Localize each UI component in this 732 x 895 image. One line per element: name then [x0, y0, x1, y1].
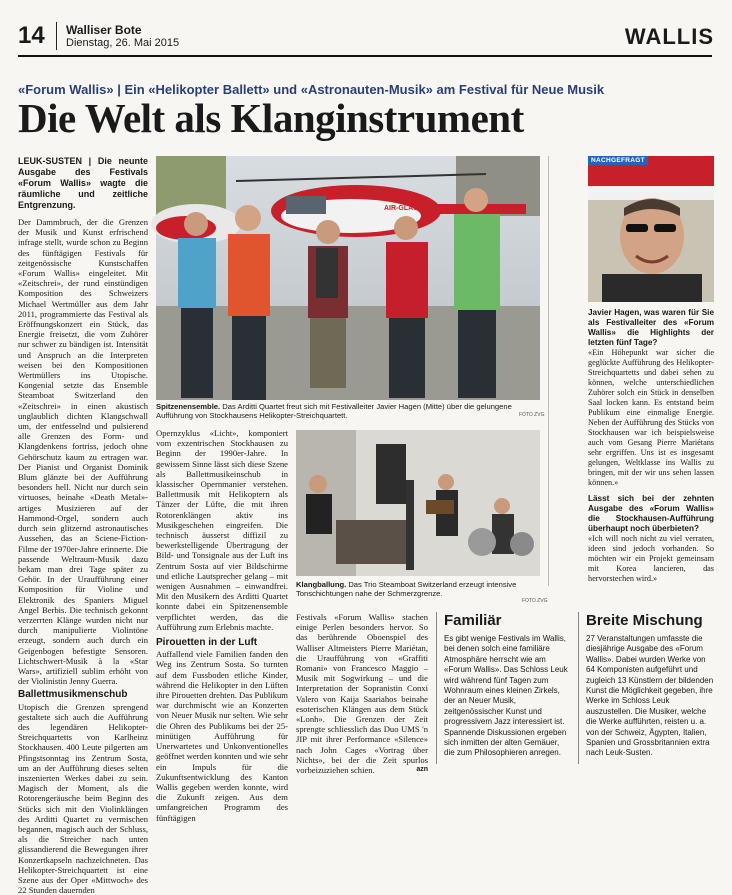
breite-body: 27 Veranstaltungen umfasste die diesjährige Ausgabe des «Forum Wallis». Dabei wurden Werke von 64 Komponisten aufgeführt und zugleich 13 Künstlern der bildenden Kunst die Möglichkeit gegeben, ihre Werke im Schloss Leuk auszustellen. Die Musiker, welche die Werke aufführten, reisten u. a. von der Schweiz, Ägypten, Italien, Spanien und Grossbritannien extra nach Leuk-Susten. — [586, 634, 714, 758]
article-body-part-4: Auffallend viele Familien fanden den Weg ins Zentrum Sosta. So turnten auf dem Fussboden etliche Kinder, während die Helikopter in den Lüften ihre Pirouetten drehten. Das Publikum war durchmischt wie an Konzerten von Neuer Musik nur selten. Wie sehr die Ohren des Publikums bei der 25-minütigen Aufführung für Unerwartetes und Unkonventionelles geöffnet werden konnten und wie sehr ein Impuls für die Zukunftsentwicklung des Kanton Wallis gegeben werden konnte, wird die Zukunft zeigen. Aus dem umfangreichen Programm des fünftägigen — [156, 649, 288, 823]
interview-question-1: Javier Hagen, was waren für Sie als Festivalleiter des «Forum Wallis» die Highlights der letzten fünf Tage? — [588, 308, 714, 347]
photo-javier-hagen — [588, 156, 714, 302]
breite-title: Breite Mischung — [586, 612, 703, 629]
subheading-pirouetten: Pirouetten in der Luft — [156, 637, 258, 649]
article-column-1 — [18, 156, 148, 895]
article-column-2 — [156, 428, 288, 823]
article-body-part-2: Utopisch die Grenzen sprengend gestaltete sich auch die Aufführung des legendären Helikopter-Streichquartetts von Karlheinz Stockhausen. 400 Leute pilgerten am Pfingstsonntag ins Zentrum Sosta, um an der Aufführung dieses selten inszenierten Werkes dabei zu sein. Magisch der Moment, als die Rotorengeräusche beim Beginn des Stücks sich mit den Violinklängen des Arditti Quartet zu vermischen begannen, magisch auch der Schluss, als die Streicher nach unten glissandierend die Bewegungen ihrer Konzertkapseln nachzeichneten. Das Helikopter-Streichquartett ist eine Szene aus der Oper «Mittwoch» des 22 Stunden dauernden — [18, 701, 148, 895]
header-rule — [18, 55, 712, 57]
photo-illustration-concert — [296, 430, 540, 576]
author-initials: azn — [416, 766, 428, 774]
article-column-3 — [296, 612, 428, 776]
person-figure — [178, 212, 216, 398]
issue-date: Dienstag, 26. Mai 2015 — [66, 37, 180, 49]
person-figure — [454, 188, 500, 398]
photo1-caption-title: Spitzenensemble. — [156, 402, 221, 411]
article-kicker: «Forum Wallis» | Ein «Helikopter Ballett» und «Astronauten-Musik» am Festival für Neue Musik — [18, 82, 605, 97]
photo2-credit: FOTO ZVG — [522, 598, 548, 604]
interview-answer-2: «Ich will noch nicht zu viel verraten, ideen sind jedoch vorhanden. So möchten wir ein Projekt gemeinsam mit Korea lancieren, das hervorstechen wird.» — [588, 534, 714, 583]
column-divider — [436, 612, 437, 764]
photo2-caption-title: Klangballung. — [296, 580, 347, 589]
photo1-caption-text: Das Arditti Quartet freut sich mit Festivalleiter Javier Hagen (Mitte) über die gelungene Aufführung von Stockhausens Helikopter-Streichquartett. — [156, 402, 512, 420]
familiar-body: Es gibt wenige Festivals im Wallis, bei denen solch eine familiäre Atmosphäre herrscht wie am «Forum Wallis». Das Schloss Leuk wird während fünf Tagen zum Wohnraum eines kleinen Zirkels, der an Neuer Musik, zeitgenössischer Kunst und progressivem Jazz interessiert ist. Spannende Diskussionen ergeben sich inmitten der alten Gemäuer, die zum Philosophieren anregen. — [444, 634, 568, 758]
person-figure — [228, 205, 270, 400]
photo1-caption — [156, 402, 540, 420]
photo-arditti-quartet — [156, 156, 540, 400]
column-divider — [578, 612, 579, 764]
article-body-part-5: Festivals «Forum Wallis» stachen einige Perlen besonders hervor. So das berührende Oboenspiel des Walliser Altmeisters Pierre Mariétan, die Uraufführung von «Graffiti Romani» von Francesco Maggio – Musik mit Sogwirkung – und die Interpretation der Sopranistin Conxi Valero von Kaija Saariahos beinahe esoterischen Klängen aus dem Stück «Lonh». Die Grenzen der Zeit sprengte schliesslich das Duo UMS 'n JIP mit ihrer Performance «Silence» nach John Cages «Vortrag über Nichts», bei der die Zeit spurlos vorbeizuziehen schien. — [296, 612, 428, 776]
photo-illustration-helicopters — [156, 156, 540, 400]
page-number: 14 — [18, 22, 45, 49]
dateline: LEUK-SUSTEN | — [18, 156, 92, 166]
subheading-ballettmusik: Ballettmusikmenschub — [18, 689, 128, 701]
familiar-title: Familiär — [444, 612, 502, 629]
article-lead: Die neunte Ausgabe des Festivals «Forum Wallis» wagte die räumliche und zeitliche Entgrenzung. — [18, 156, 148, 210]
interview-badge: NACHGEFRAGT — [588, 156, 648, 165]
header-divider — [56, 22, 57, 50]
organ-shape — [336, 520, 406, 564]
photo1-credit: FOTO ZVG — [519, 412, 545, 418]
helicopter-lettering: AIR-GLACIERS — [384, 205, 435, 212]
photo2-caption — [296, 580, 540, 598]
photo2-caption-text: Das Trio Steamboat Switzerland erzeugt intensive Tonschichtungen nahe der Schmerzgrenze. — [296, 580, 517, 598]
newspaper-name: Walliser Bote — [66, 23, 142, 37]
interview-answer-1: «Ein Höhepunkt war sicher die geglückte Aufführung des Helikopter-Streichquartetts und dabei sehen zu können, welche unterschiedlichen Zuhörer solch ein Stück in denselben Saal locken kann. Es entstand beim Publikum eine einmalige Energie. Neben der Aufführung des Stücks von Stockhausen war ich beispielsweise auch vom Gesang Pierre Mariétans sehr ergriffen. Uns ist es insgesamt gelungen, Weltklasse ins Wallis zu bringen, mit der wir uns sehen lassen können.» — [588, 348, 714, 487]
interview-question-2: Lässt sich bei der zehnten Ausgabe des «Forum Wallis» die Stockhausen-Aufführung überhaupt noch überbieten? — [588, 494, 714, 533]
section-title: WALLIS — [624, 24, 714, 49]
photo-steamboat-trio — [296, 430, 540, 576]
column-divider — [548, 156, 549, 586]
interview-text — [588, 308, 714, 608]
portrait-illustration — [588, 156, 714, 302]
article-body-part-1: Der Dammbruch, der die Grenzen der Musik und Kunst erfrischend infrage stellt, wurde schon zu Beginn des fünftägigen Festivals für zeitgenössische Kunstschaffen «Forum Wallis» eingeleitet. Mit «Zeitschrei», der rund einstündigen Komposition des Schweizers Michael Wertmüller aus dem Jahr 2011, programmierte das Festival als Eröffnungskonzert ein Stück, das Energie freisetzt, die vom Zuhörer nur schwer zu bändigen ist. Intensität und Anspruch an die Interpreten weisen bei den Kompositionen Wertmüllers ins Utopische. Kongenial setzte das Ensemble Steamboat Switzerland den «Zeitschrei» in einen akustisch unglaublich dichten Klangschwall um, der entfesselnd und pulsierend alle Grenzen des Form- und Klangdenkens fortriss, jedoch ohne Gehörschutz kaum zu ertragen war. Der Pianist und Organist Dominik Blum glänzte bei der Aufführung besonders hell. Nicht nur durch sein virtuoses, beinahe «Death Metal»-artiges Musizieren auf der Hammond-Orgel, sondern auch durch sein glitzernd astronautisches Aussehen, das an Sciene-Fiction-Filme der 1970er-Jahre erinnerte. Die passende Weltraum-Musik dazu bekam man drei Tage später zu Gehör. In der Uraufführung einer Komposition für Violine und Elektronik des Spaniers Miguel Angel Berbis. Die technisch gekonnt verzerrten Klänge wurden nicht nur durch manipulierte Violintöne erzeugt, sondern auch durch ein Geigenbogen befestigte Sensoren. Lichtschwert-Musik à la «Star Wars», artifiziell sublim erhöht von der Violinistin Jenny Guerra. — [18, 217, 148, 687]
person-figure — [386, 216, 428, 398]
article-headline: Die Welt als Klanginstrument — [18, 95, 524, 141]
article-body-part-3: Opernzyklus «Licht», komponiert vom exzentrischen Stockhausen zu Beginn der 1990er-Jahre. In gewissem Sinne lässt sich diese Szene als Ballettmusikeinschub in klassischer Opernmanier verstehen. Ballettmusik mit Helikoptern als Tänzer der Lüfte, die mit ihren Rotorenklängen aktiv ins Musikgeschehen eingreifen. Die technisch äusserst diffizil zu bewerkstelligende Übertragung der Bild- und Tonsignale aus der Luft ins Zentrum Sosta auf vier Bildschirme und etliche Lautsprecher gelang – mit wenigen Ausnahmen – einwandfrei. Mit den Musikern des Arditti Quartet konnte dabei ein Spitzenensemble verpflichtet werden, das die Aufführung zum Erlebnis machte. — [156, 428, 288, 632]
